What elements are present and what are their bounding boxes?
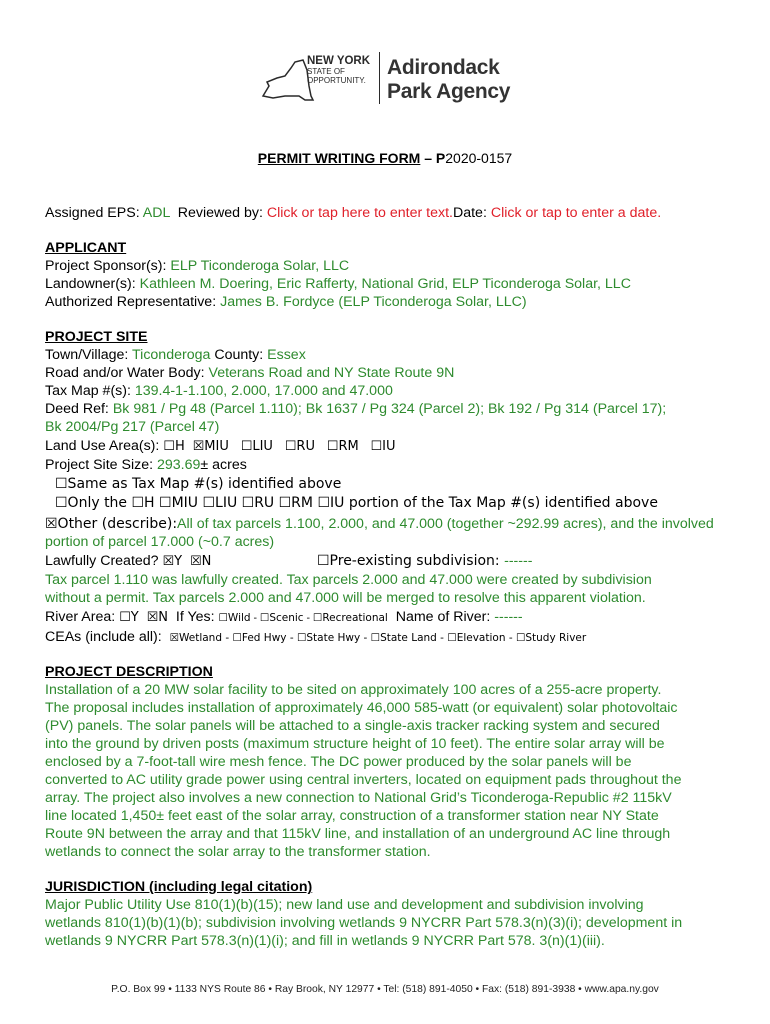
date-field[interactable]: Click or tap to enter a date. xyxy=(490,205,662,221)
land-use-row: Land Use Area(s): ☐H ☒MIU ☐LIU ☐RU ☐RM ☐IU xyxy=(45,438,396,454)
landowner-row: Landowner(s): Kathleen M. Doering, Eric Rafferty, National Grid, ELP Ticonderoga Solar, LLC xyxy=(45,276,631,292)
only-the-checkbox[interactable]: ☐Only the ☐H ☐MIU ☐LIU ☐RU ☐RM ☐IU portion of the Tax Map #(s) identified above xyxy=(55,495,658,511)
site-size-row: Project Site Size: 293.69± acres xyxy=(45,457,247,473)
land-use-checkbox-ru[interactable]: ☐RU xyxy=(284,439,315,454)
land-use-checkbox-miu[interactable]: ☒MIU xyxy=(192,439,229,454)
river-no-checkbox[interactable]: ☒N xyxy=(146,610,169,625)
land-use-checkbox-liu[interactable]: ☐LIU xyxy=(240,439,273,454)
cea-row: CEAs (include all): ☒Wetland - ☐Fed Hwy - ☐State Hwy - ☐State Land - ☐Elevation - ☐Study River xyxy=(45,629,587,645)
jurisdiction-line: wetlands 9 NYCRR Part 578.3(n)(1)(i); and fill in wetlands 9 NYCRR Part 578. 3(n)(1)(iii). xyxy=(45,933,605,949)
agency-logo xyxy=(255,48,520,110)
lawful-note-2: without a permit. Tax parcels 2.000 and 47.000 will be merged to resolve this apparent violation. xyxy=(45,590,646,606)
lawfully-created-row: Lawfully Created? ☒Y ☒N ☐Pre-existing subdivision: ------ xyxy=(45,553,533,569)
apa-wordmark: Adirondack Park Agency xyxy=(387,56,511,103)
lawful-yes-checkbox[interactable]: ☒Y xyxy=(162,554,183,569)
description-line: wetlands to connect the solar array to the transformer station. xyxy=(45,844,431,860)
river-wild-checkbox[interactable]: ☐Wild xyxy=(218,612,251,624)
river-yes-checkbox[interactable]: ☐Y xyxy=(119,610,139,625)
river-area-row: River Area: ☐Y ☒N If Yes: ☐Wild - ☐Scenic - ☐Recreational Name of River: ------ xyxy=(45,609,523,625)
project-site-heading: PROJECT SITE xyxy=(45,329,148,345)
representative-row: Authorized Representative: James B. Fordyce (ELP Ticonderoga Solar, LLC) xyxy=(45,294,527,310)
description-line: into the ground by driven posts (maximum structure height of 10 feet). The entire solar array will be xyxy=(45,736,665,752)
description-line: The proposal includes installation of approximately 46,000 585-watt (or equivalent) solar photovoltaic xyxy=(45,700,678,716)
description-line: line located 1,450± feet east of the solar array, construction of a transformer station near NY State xyxy=(45,808,659,824)
land-use-checkbox-iu[interactable]: ☐IU xyxy=(370,439,396,454)
description-line: enclosed by a 7-foot-tall wire mesh fence. The DC power produced by the solar panels will be xyxy=(45,754,632,770)
applicant-heading: APPLICANT xyxy=(45,240,127,256)
logo-divider xyxy=(379,52,380,104)
land-use-checkbox-rm[interactable]: ☐RM xyxy=(326,439,359,454)
other-checkbox[interactable]: ☒Other (describe): xyxy=(45,516,178,532)
sponsor-row: Project Sponsor(s): ELP Ticonderoga Solar, LLC xyxy=(45,258,350,274)
road-row: Road and/or Water Body: Veterans Road and NY State Route 9N xyxy=(45,365,455,381)
same-as-checkbox[interactable]: ☐Same as Tax Map #(s) identified above xyxy=(55,476,342,492)
assigned-eps-value[interactable]: ADL xyxy=(142,205,170,221)
cea-checkboxes[interactable]: ☒Wetland - ☐Fed Hwy - ☐State Hwy - ☐State Land - ☐Elevation - ☐Study River xyxy=(169,632,587,644)
river-recreational-checkbox[interactable]: ☐Recreational xyxy=(312,612,388,624)
form-title: PERMIT WRITING FORM – P2020-0157 xyxy=(257,150,513,166)
deed-row: Deed Ref: Bk 981 / Pg 48 (Parcel 1.110); Bk 1637 / Pg 324 (Parcel 2); Bk 192 / Pg 314 (Parcel 17); xyxy=(45,401,667,417)
lawful-no-checkbox[interactable]: ☒N xyxy=(190,554,212,569)
description-line: (PV) panels. The solar panels will be attached to a single-axis tracker racking system and secured xyxy=(45,718,660,734)
jurisdiction-line: Major Public Utility Use 810(1)(b)(15); new land use and development and subdivision involving xyxy=(45,897,644,913)
description-line: array. The project also involves a new connection to National Grid’s Ticonderoga-Republic #2 115kV xyxy=(45,790,672,806)
description-line: converted to AC utility grade power using central inverters, located on equipment pads throughout the xyxy=(45,772,682,788)
preexisting-checkbox[interactable]: ☐Pre-existing subdivision: xyxy=(317,553,505,569)
deed-row-cont: Bk 2004/Pg 217 (Parcel 47) xyxy=(45,419,220,435)
river-scenic-checkbox[interactable]: ☐Scenic xyxy=(259,612,304,624)
jurisdiction-line: wetlands 810(1)(b)(1)(b); subdivision involving wetlands 9 NYCRR Part 578.3(n)(3)(i); development in xyxy=(45,915,683,931)
reviewed-by-field[interactable]: Click or tap here to enter text. xyxy=(266,205,453,221)
jurisdiction-heading: JURISDICTION (including legal citation) xyxy=(45,879,313,895)
page-footer: P.O. Box 99 • 1133 NYS Route 86 • Ray Brook, NY 12977 • Tel: (518) 891-4050 • Fax: (518) 891-3938 • www.apa.ny.gov xyxy=(111,984,659,995)
description-line: Route 9N between the array and that 115kV line, and installation of an underground AC line through xyxy=(45,826,671,842)
other-row: ☒Other (describe):All of tax parcels 1.100, 2.000, and 47.000 (together ~292.99 acres), and the involved xyxy=(45,516,714,532)
town-row: Town/Village: Ticonderoga County: Essex xyxy=(45,347,306,363)
assignment-row: Assigned EPS: ADL Reviewed by: Click or tap here to enter text.Date: Click or tap to enter a date. xyxy=(45,205,662,221)
other-row-cont: portion of parcel 17.000 (~0.7 acres) xyxy=(45,534,275,550)
lawful-note-1: Tax parcel 1.110 was lawfully created. Tax parcels 2.000 and 47.000 were created by subdivision xyxy=(45,572,652,588)
ny-wordmark: NEW YORK STATE OF OPPORTUNITY. xyxy=(307,55,371,85)
description-line: Installation of a 20 MW solar facility to be sited on approximately 100 acres of a 255-acre property. xyxy=(45,682,662,698)
taxmap-row: Tax Map #(s): 139.4-1-1.100, 2.000, 17.000 and 47.000 xyxy=(45,383,393,399)
description-heading: PROJECT DESCRIPTION xyxy=(45,664,213,680)
new-york-state-map-icon xyxy=(255,56,315,106)
land-use-checkbox-h[interactable]: ☐H xyxy=(163,439,185,454)
